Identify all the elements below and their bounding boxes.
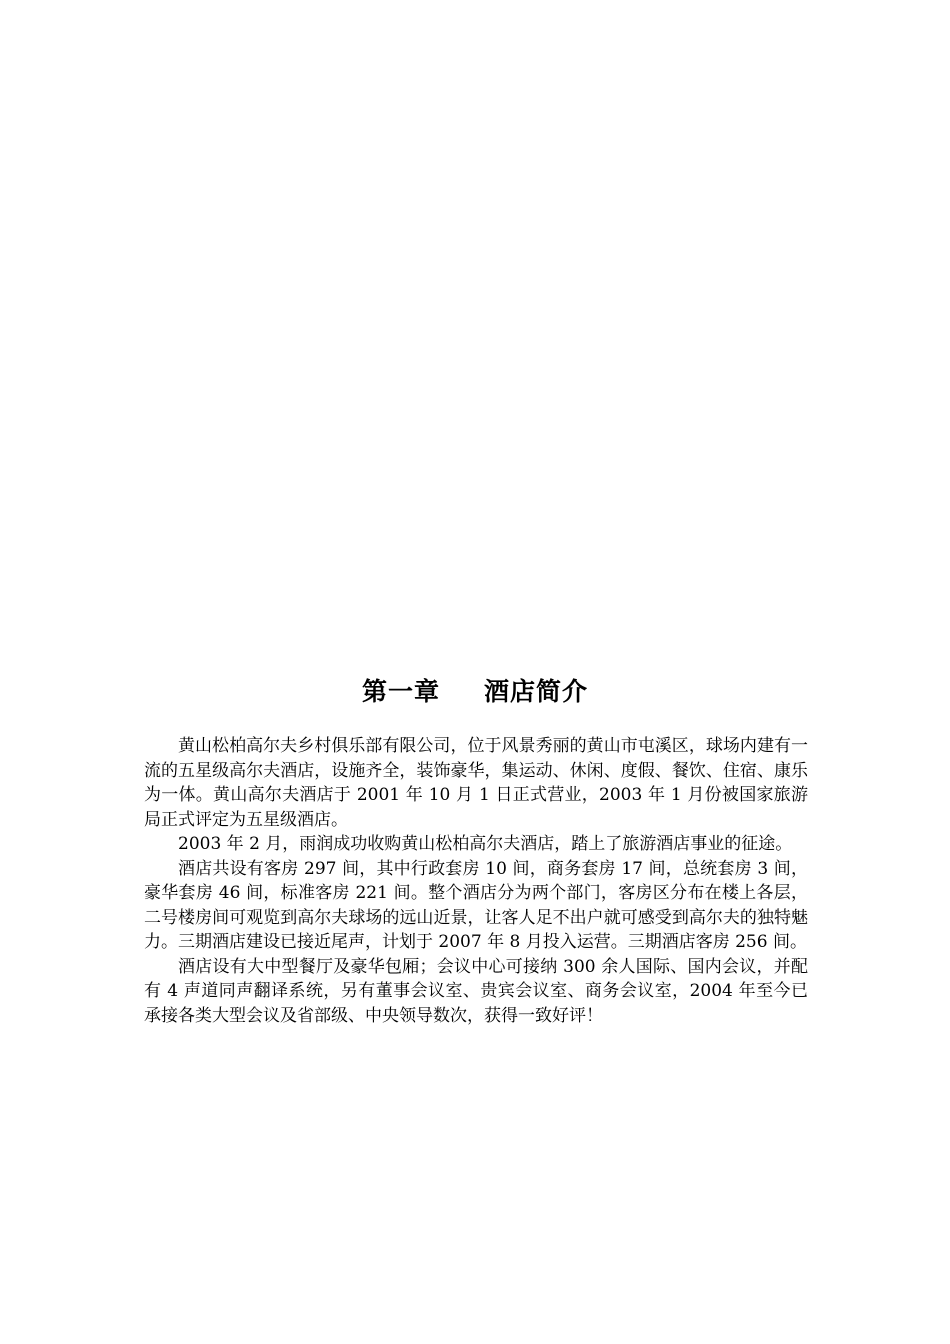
chapter-number: 第一章 [361, 677, 440, 706]
paragraph-intro: 黄山松柏高尔夫乡村俱乐部有限公司，位于风景秀丽的黄山市屯溪区，球场内建有一流的五星级高尔夫酒店，设施齐全，装饰豪华，集运动、休闲、度假、餐饮、住宿、康乐为一体。黄山高尔夫酒店于 2001 年 10 月 1 日正式营业，2003 年 1 月份被国家旅游局正式评定为五星级酒店。 [144, 736, 808, 830]
chapter-body [144, 734, 808, 1028]
chapter-title: 酒店简介 [484, 677, 589, 706]
paragraph-facilities: 酒店设有大中型餐厅及豪华包厢；会议中心可接纳 300 余人国际、国内会议，并配有 4 声道同声翻译系统，另有董事会议室、贵宾会议室、商务会议室，2004 年至今已承接各类大型会议及省部级、中央领导数次，获得一致好评！ [144, 956, 808, 1026]
chapter-heading [0, 672, 950, 712]
paragraph-rooms: 酒店共设有客房 297 间，其中行政套房 10 间，商务套房 17 间，总统套房 3 间，豪华套房 46 间，标准客房 221 间。整个酒店分为两个部门，客房区分布在楼上各层，二号楼房间可观览到高尔夫球场的远山近景，让客人足不出户就可感受到高尔夫的独特魅力。三期酒店建设已接近尾声，计划于 2007 年 8 月投入运营。三期酒店客房 256 间。 [144, 858, 808, 952]
paragraph-acquisition: 2003 年 2 月，雨润成功收购黄山松柏高尔夫酒店，踏上了旅游酒店事业的征途。 [178, 834, 793, 854]
